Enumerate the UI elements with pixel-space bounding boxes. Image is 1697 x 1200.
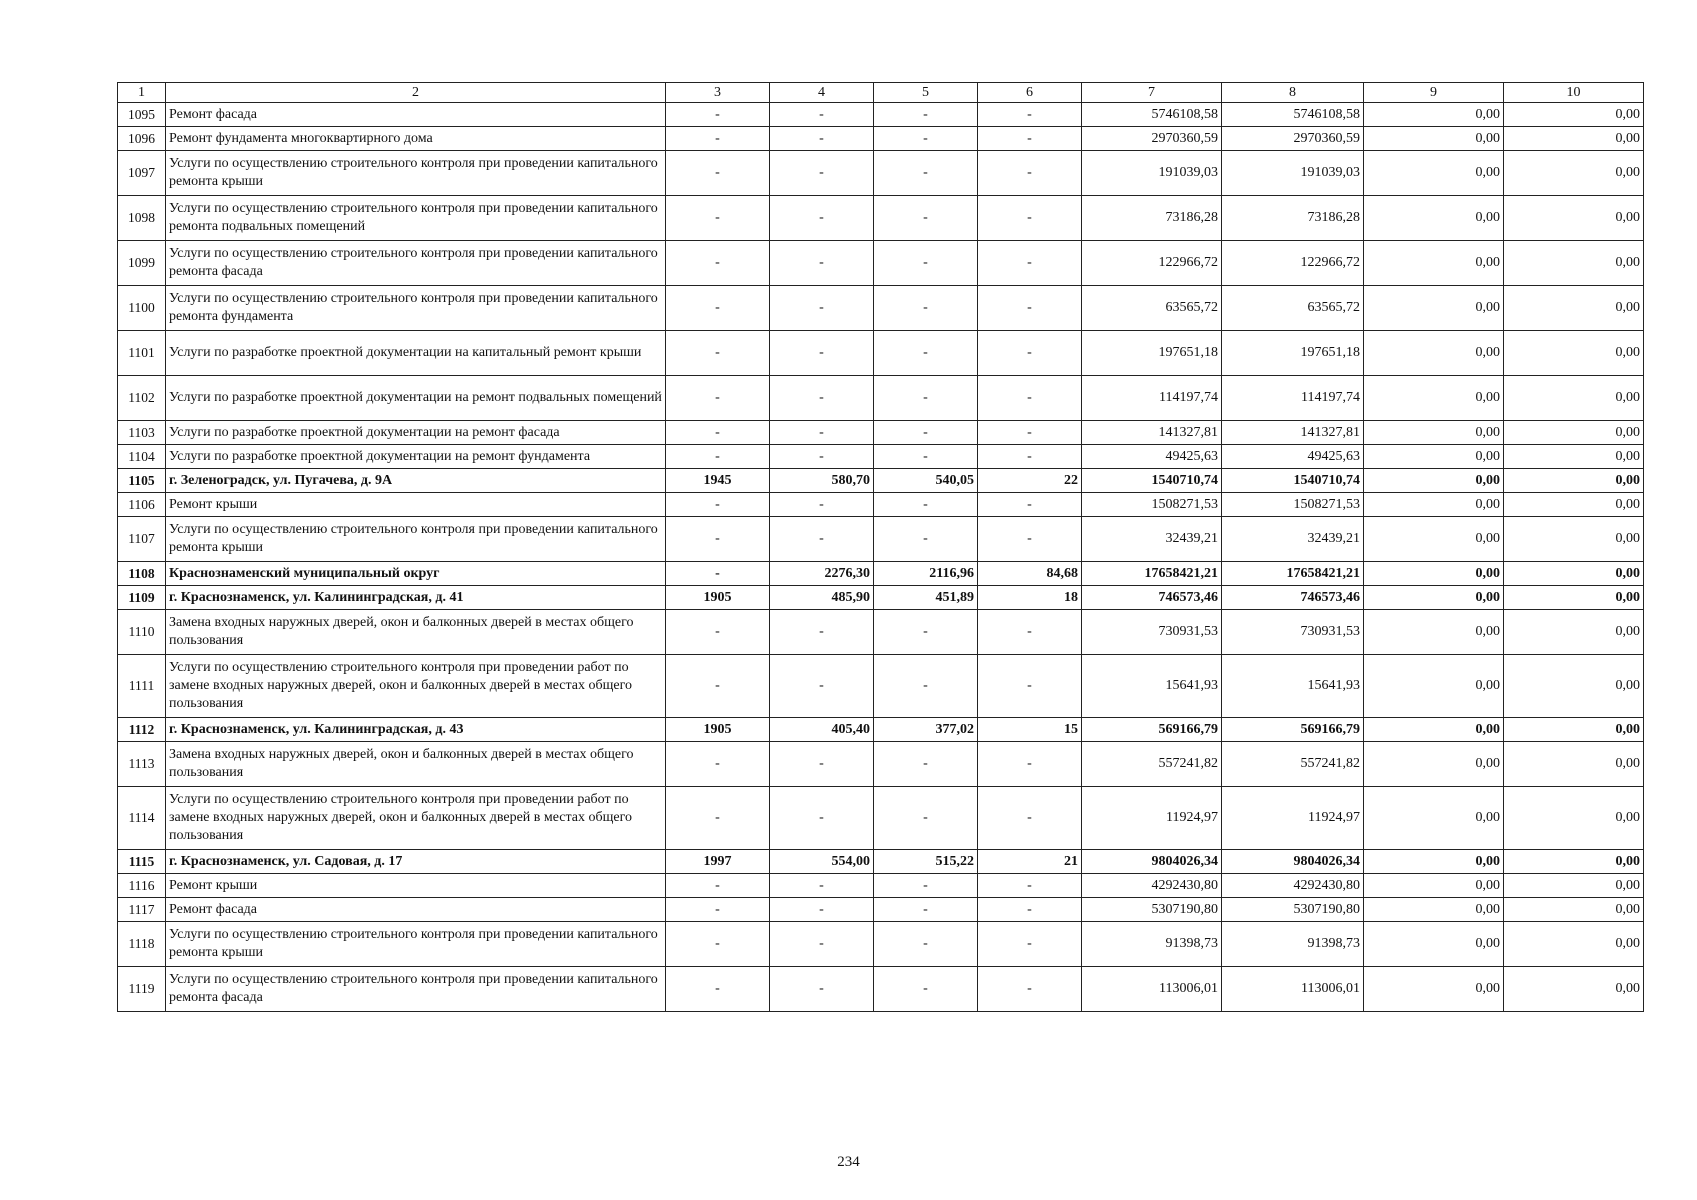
col9-cell: 0,00 [1364, 196, 1504, 241]
description-cell: Краснознаменский муниципальный округ [166, 562, 666, 586]
description-cell: г. Краснознаменск, ул. Калининградская, д. 43 [166, 718, 666, 742]
col6-cell: - [978, 742, 1082, 787]
col10-cell: 0,00 [1504, 655, 1644, 718]
col4-cell: - [770, 787, 874, 850]
col5-cell: 515,22 [874, 850, 978, 874]
col10-cell: 0,00 [1504, 742, 1644, 787]
column-header-7: 7 [1082, 83, 1222, 103]
col3-cell: - [666, 562, 770, 586]
table-row [118, 196, 1644, 241]
row-number-cell: 1095 [118, 103, 166, 127]
description-cell: Услуги по осуществлению строительного контроля при проведении капитального ремонта фасада [166, 967, 666, 1012]
col5-cell: - [874, 874, 978, 898]
col7-cell: 557241,82 [1082, 742, 1222, 787]
col10-cell: 0,00 [1504, 196, 1644, 241]
col6-cell: - [978, 331, 1082, 376]
col4-cell: - [770, 196, 874, 241]
description-cell: Услуги по осуществлению строительного контроля при проведении работ по замене входных наружных дверей, окон и балконных дверей в местах общего пользования [166, 787, 666, 850]
col8-cell: 11924,97 [1222, 787, 1364, 850]
col4-cell: - [770, 922, 874, 967]
col4-cell: - [770, 376, 874, 421]
col7-cell: 11924,97 [1082, 787, 1222, 850]
row-number-cell: 1111 [118, 655, 166, 718]
col6-cell: - [978, 874, 1082, 898]
col4-cell: - [770, 967, 874, 1012]
row-number-cell: 1118 [118, 922, 166, 967]
description-cell: г. Зеленоградск, ул. Пугачева, д. 9А [166, 469, 666, 493]
col6-cell: - [978, 151, 1082, 196]
col7-cell: 191039,03 [1082, 151, 1222, 196]
description-cell: Ремонт фундамента многоквартирного дома [166, 127, 666, 151]
col8-cell: 17658421,21 [1222, 562, 1364, 586]
col6-cell: - [978, 445, 1082, 469]
table-row [118, 421, 1644, 445]
col10-cell: 0,00 [1504, 331, 1644, 376]
table-row [118, 286, 1644, 331]
col5-cell: 451,89 [874, 586, 978, 610]
table-row [118, 586, 1644, 610]
description-cell: Услуги по разработке проектной документации на ремонт подвальных помещений [166, 376, 666, 421]
col7-cell: 569166,79 [1082, 718, 1222, 742]
data-table [117, 82, 1644, 1012]
col7-cell: 113006,01 [1082, 967, 1222, 1012]
col6-cell: - [978, 241, 1082, 286]
col5-cell: 2116,96 [874, 562, 978, 586]
col5-cell: - [874, 493, 978, 517]
table-row [118, 151, 1644, 196]
col10-cell: 0,00 [1504, 610, 1644, 655]
col9-cell: 0,00 [1364, 421, 1504, 445]
col4-cell: - [770, 103, 874, 127]
row-number-cell: 1108 [118, 562, 166, 586]
col8-cell: 730931,53 [1222, 610, 1364, 655]
col8-cell: 63565,72 [1222, 286, 1364, 331]
col6-cell: - [978, 655, 1082, 718]
table-row [118, 445, 1644, 469]
col10-cell: 0,00 [1504, 718, 1644, 742]
description-cell: г. Краснознаменск, ул. Калининградская, д. 41 [166, 586, 666, 610]
col4-cell: - [770, 874, 874, 898]
column-header-6: 6 [978, 83, 1082, 103]
col5-cell: - [874, 967, 978, 1012]
col5-cell: - [874, 445, 978, 469]
col3-cell: - [666, 103, 770, 127]
col8-cell: 557241,82 [1222, 742, 1364, 787]
col10-cell: 0,00 [1504, 151, 1644, 196]
col7-cell: 63565,72 [1082, 286, 1222, 331]
col5-cell: - [874, 922, 978, 967]
col8-cell: 15641,93 [1222, 655, 1364, 718]
col9-cell: 0,00 [1364, 718, 1504, 742]
col3-cell: - [666, 922, 770, 967]
col8-cell: 91398,73 [1222, 922, 1364, 967]
col9-cell: 0,00 [1364, 127, 1504, 151]
col3-cell: - [666, 967, 770, 1012]
table-row [118, 610, 1644, 655]
col8-cell: 569166,79 [1222, 718, 1364, 742]
row-number-cell: 1119 [118, 967, 166, 1012]
col3-cell: - [666, 241, 770, 286]
col10-cell: 0,00 [1504, 850, 1644, 874]
table-row [118, 898, 1644, 922]
row-number-cell: 1104 [118, 445, 166, 469]
col10-cell: 0,00 [1504, 445, 1644, 469]
col3-cell: - [666, 787, 770, 850]
col8-cell: 746573,46 [1222, 586, 1364, 610]
description-cell: Ремонт фасада [166, 103, 666, 127]
col3-cell: - [666, 517, 770, 562]
col7-cell: 122966,72 [1082, 241, 1222, 286]
description-cell: Услуги по осуществлению строительного контроля при проведении капитального ремонта подвальных помещений [166, 196, 666, 241]
row-number-cell: 1116 [118, 874, 166, 898]
col3-cell: - [666, 376, 770, 421]
col3-cell: - [666, 898, 770, 922]
col5-cell: 540,05 [874, 469, 978, 493]
col9-cell: 0,00 [1364, 967, 1504, 1012]
col8-cell: 32439,21 [1222, 517, 1364, 562]
table-row [118, 655, 1644, 718]
col10-cell: 0,00 [1504, 922, 1644, 967]
col5-cell: - [874, 517, 978, 562]
col8-cell: 122966,72 [1222, 241, 1364, 286]
col4-cell: - [770, 655, 874, 718]
col4-cell: 580,70 [770, 469, 874, 493]
col9-cell: 0,00 [1364, 655, 1504, 718]
row-number-cell: 1096 [118, 127, 166, 151]
column-header-5: 5 [874, 83, 978, 103]
table-row [118, 517, 1644, 562]
col7-cell: 746573,46 [1082, 586, 1222, 610]
col5-cell: - [874, 196, 978, 241]
col4-cell: - [770, 493, 874, 517]
col3-cell: - [666, 655, 770, 718]
row-number-cell: 1106 [118, 493, 166, 517]
col3-cell: - [666, 151, 770, 196]
col8-cell: 114197,74 [1222, 376, 1364, 421]
description-cell: Услуги по осуществлению строительного контроля при проведении капитального ремонта крыши [166, 151, 666, 196]
description-cell: Ремонт крыши [166, 874, 666, 898]
col6-cell: - [978, 286, 1082, 331]
col9-cell: 0,00 [1364, 376, 1504, 421]
table-row [118, 493, 1644, 517]
col4-cell: - [770, 517, 874, 562]
col10-cell: 0,00 [1504, 376, 1644, 421]
column-header-9: 9 [1364, 83, 1504, 103]
table-row [118, 922, 1644, 967]
table-row [118, 103, 1644, 127]
column-header-3: 3 [666, 83, 770, 103]
col6-cell: - [978, 967, 1082, 1012]
row-number-cell: 1097 [118, 151, 166, 196]
col4-cell: - [770, 898, 874, 922]
col9-cell: 0,00 [1364, 874, 1504, 898]
col4-cell: 554,00 [770, 850, 874, 874]
col9-cell: 0,00 [1364, 787, 1504, 850]
col7-cell: 1540710,74 [1082, 469, 1222, 493]
description-cell: Услуги по разработке проектной документации на ремонт фасада [166, 421, 666, 445]
col6-cell: - [978, 103, 1082, 127]
col6-cell: - [978, 787, 1082, 850]
col3-cell: - [666, 421, 770, 445]
page-number: 234 [837, 1154, 860, 1170]
col9-cell: 0,00 [1364, 742, 1504, 787]
table-row [118, 742, 1644, 787]
col3-cell: - [666, 445, 770, 469]
row-number-cell: 1115 [118, 850, 166, 874]
col7-cell: 730931,53 [1082, 610, 1222, 655]
description-cell: Услуги по осуществлению строительного контроля при проведении работ по замене входных наружных дверей, окон и балконных дверей в местах общего пользования [166, 655, 666, 718]
col8-cell: 1540710,74 [1222, 469, 1364, 493]
table-row [118, 562, 1644, 586]
column-header-10: 10 [1504, 83, 1644, 103]
table-row [118, 787, 1644, 850]
col7-cell: 32439,21 [1082, 517, 1222, 562]
col9-cell: 0,00 [1364, 241, 1504, 286]
col6-cell: - [978, 898, 1082, 922]
col9-cell: 0,00 [1364, 151, 1504, 196]
col8-cell: 73186,28 [1222, 196, 1364, 241]
col7-cell: 141327,81 [1082, 421, 1222, 445]
col8-cell: 4292430,80 [1222, 874, 1364, 898]
description-cell: Услуги по осуществлению строительного контроля при проведении капитального ремонта крыши [166, 922, 666, 967]
col8-cell: 141327,81 [1222, 421, 1364, 445]
description-cell: Услуги по разработке проектной документации на ремонт фундамента [166, 445, 666, 469]
description-cell: Ремонт фасада [166, 898, 666, 922]
description-cell: Ремонт крыши [166, 493, 666, 517]
row-number-cell: 1107 [118, 517, 166, 562]
col9-cell: 0,00 [1364, 922, 1504, 967]
col4-cell: - [770, 241, 874, 286]
col5-cell: - [874, 286, 978, 331]
col6-cell: - [978, 922, 1082, 967]
description-cell: Замена входных наружных дверей, окон и балконных дверей в местах общего пользования [166, 742, 666, 787]
description-cell: г. Краснознаменск, ул. Садовая, д. 17 [166, 850, 666, 874]
col7-cell: 4292430,80 [1082, 874, 1222, 898]
col8-cell: 2970360,59 [1222, 127, 1364, 151]
col8-cell: 5746108,58 [1222, 103, 1364, 127]
col7-cell: 91398,73 [1082, 922, 1222, 967]
col3-cell: - [666, 196, 770, 241]
table-row [118, 376, 1644, 421]
col6-cell: - [978, 196, 1082, 241]
col10-cell: 0,00 [1504, 103, 1644, 127]
col8-cell: 197651,18 [1222, 331, 1364, 376]
col10-cell: 0,00 [1504, 517, 1644, 562]
description-cell: Услуги по разработке проектной документации на капитальный ремонт крыши [166, 331, 666, 376]
col4-cell: 485,90 [770, 586, 874, 610]
col4-cell: - [770, 127, 874, 151]
col3-cell: 1997 [666, 850, 770, 874]
col6-cell: 22 [978, 469, 1082, 493]
row-number-cell: 1100 [118, 286, 166, 331]
col3-cell: - [666, 286, 770, 331]
col7-cell: 1508271,53 [1082, 493, 1222, 517]
col3-cell: - [666, 127, 770, 151]
col3-cell: - [666, 742, 770, 787]
col8-cell: 9804026,34 [1222, 850, 1364, 874]
col7-cell: 197651,18 [1082, 331, 1222, 376]
col6-cell: - [978, 517, 1082, 562]
col10-cell: 0,00 [1504, 493, 1644, 517]
column-header-8: 8 [1222, 83, 1364, 103]
row-number-cell: 1114 [118, 787, 166, 850]
col4-cell: - [770, 331, 874, 376]
col7-cell: 15641,93 [1082, 655, 1222, 718]
col5-cell: - [874, 898, 978, 922]
col8-cell: 191039,03 [1222, 151, 1364, 196]
col8-cell: 1508271,53 [1222, 493, 1364, 517]
row-number-cell: 1102 [118, 376, 166, 421]
table-header [118, 83, 1644, 103]
col7-cell: 5307190,80 [1082, 898, 1222, 922]
col8-cell: 49425,63 [1222, 445, 1364, 469]
col6-cell: - [978, 610, 1082, 655]
table-row [118, 241, 1644, 286]
table-row [118, 469, 1644, 493]
col9-cell: 0,00 [1364, 898, 1504, 922]
col10-cell: 0,00 [1504, 787, 1644, 850]
col9-cell: 0,00 [1364, 331, 1504, 376]
table-row [118, 850, 1644, 874]
col8-cell: 5307190,80 [1222, 898, 1364, 922]
col9-cell: 0,00 [1364, 517, 1504, 562]
col5-cell: 377,02 [874, 718, 978, 742]
table-body [118, 103, 1644, 1012]
col10-cell: 0,00 [1504, 469, 1644, 493]
col6-cell: 21 [978, 850, 1082, 874]
column-header-4: 4 [770, 83, 874, 103]
row-number-cell: 1112 [118, 718, 166, 742]
col5-cell: - [874, 742, 978, 787]
row-number-cell: 1109 [118, 586, 166, 610]
col4-cell: - [770, 286, 874, 331]
col5-cell: - [874, 376, 978, 421]
row-number-cell: 1113 [118, 742, 166, 787]
col10-cell: 0,00 [1504, 586, 1644, 610]
col5-cell: - [874, 655, 978, 718]
col3-cell: - [666, 331, 770, 376]
col4-cell: - [770, 742, 874, 787]
table-row [118, 127, 1644, 151]
col3-cell: - [666, 874, 770, 898]
row-number-cell: 1099 [118, 241, 166, 286]
row-number-cell: 1103 [118, 421, 166, 445]
col9-cell: 0,00 [1364, 610, 1504, 655]
col9-cell: 0,00 [1364, 493, 1504, 517]
col4-cell: 2276,30 [770, 562, 874, 586]
column-header-1: 1 [118, 83, 166, 103]
table-row [118, 331, 1644, 376]
row-number-cell: 1117 [118, 898, 166, 922]
col10-cell: 0,00 [1504, 874, 1644, 898]
col7-cell: 114197,74 [1082, 376, 1222, 421]
col5-cell: - [874, 787, 978, 850]
col4-cell: - [770, 151, 874, 196]
row-number-cell: 1101 [118, 331, 166, 376]
col9-cell: 0,00 [1364, 469, 1504, 493]
col6-cell: 15 [978, 718, 1082, 742]
col4-cell: - [770, 610, 874, 655]
col5-cell: - [874, 103, 978, 127]
col4-cell: 405,40 [770, 718, 874, 742]
column-header-2: 2 [166, 83, 666, 103]
col6-cell: - [978, 421, 1082, 445]
description-cell: Услуги по осуществлению строительного контроля при проведении капитального ремонта фундамента [166, 286, 666, 331]
col5-cell: - [874, 421, 978, 445]
description-cell: Услуги по осуществлению строительного контроля при проведении капитального ремонта фасада [166, 241, 666, 286]
col7-cell: 5746108,58 [1082, 103, 1222, 127]
col9-cell: 0,00 [1364, 850, 1504, 874]
col3-cell: 1905 [666, 586, 770, 610]
col9-cell: 0,00 [1364, 562, 1504, 586]
col5-cell: - [874, 151, 978, 196]
col7-cell: 17658421,21 [1082, 562, 1222, 586]
col5-cell: - [874, 127, 978, 151]
description-cell: Услуги по осуществлению строительного контроля при проведении капитального ремонта крыши [166, 517, 666, 562]
col9-cell: 0,00 [1364, 445, 1504, 469]
col3-cell: - [666, 610, 770, 655]
col10-cell: 0,00 [1504, 241, 1644, 286]
col10-cell: 0,00 [1504, 967, 1644, 1012]
col5-cell: - [874, 241, 978, 286]
col5-cell: - [874, 331, 978, 376]
col4-cell: - [770, 445, 874, 469]
col6-cell: 18 [978, 586, 1082, 610]
col4-cell: - [770, 421, 874, 445]
col6-cell: 84,68 [978, 562, 1082, 586]
table-row [118, 874, 1644, 898]
col10-cell: 0,00 [1504, 127, 1644, 151]
col6-cell: - [978, 493, 1082, 517]
col7-cell: 49425,63 [1082, 445, 1222, 469]
col10-cell: 0,00 [1504, 286, 1644, 331]
col10-cell: 0,00 [1504, 421, 1644, 445]
col9-cell: 0,00 [1364, 103, 1504, 127]
col9-cell: 0,00 [1364, 586, 1504, 610]
row-number-cell: 1098 [118, 196, 166, 241]
col5-cell: - [874, 610, 978, 655]
col7-cell: 9804026,34 [1082, 850, 1222, 874]
col8-cell: 113006,01 [1222, 967, 1364, 1012]
col6-cell: - [978, 127, 1082, 151]
header-row [118, 83, 1644, 103]
col10-cell: 0,00 [1504, 898, 1644, 922]
col7-cell: 73186,28 [1082, 196, 1222, 241]
col10-cell: 0,00 [1504, 562, 1644, 586]
table-row [118, 967, 1644, 1012]
row-number-cell: 1105 [118, 469, 166, 493]
col3-cell: - [666, 493, 770, 517]
col3-cell: 1905 [666, 718, 770, 742]
col6-cell: - [978, 376, 1082, 421]
col3-cell: 1945 [666, 469, 770, 493]
col9-cell: 0,00 [1364, 286, 1504, 331]
description-cell: Замена входных наружных дверей, окон и балконных дверей в местах общего пользования [166, 610, 666, 655]
row-number-cell: 1110 [118, 610, 166, 655]
col7-cell: 2970360,59 [1082, 127, 1222, 151]
table-row [118, 718, 1644, 742]
